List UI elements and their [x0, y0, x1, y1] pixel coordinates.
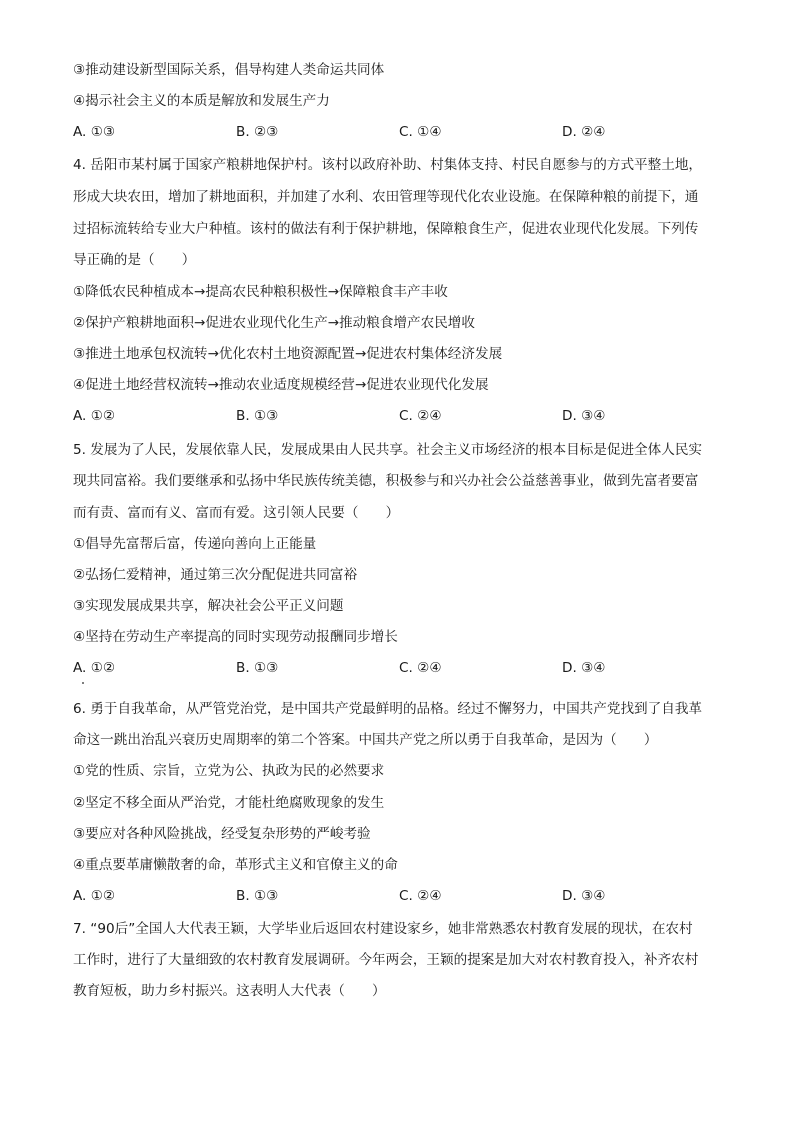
q5-stem-line-2: 现共同富裕。我们要继承和弘扬中华民族传统美德，积极参与和兴办社会公益慈善事业，做到先富者要富	[73, 473, 699, 489]
q6-choice-2: ②坚定不移全面从严治党，才能杜绝腐败现象的发生	[73, 795, 385, 811]
q6-choice-1: ①党的性质、宗旨，立党为公、执政为民的必然要求	[73, 763, 385, 779]
q6-stem-line-1: 6. 勇于自我革命，从严管党治党，是中国共产党最鲜明的品格。经过不懈努力，中国共产党找到了自我革	[73, 701, 703, 717]
q5-option-b: B. ①③	[236, 660, 279, 676]
q6-choice-3: ③要应对各种风险挑战，经受复杂形势的严峻考验	[73, 826, 371, 842]
q4-choice-1: ①降低农民种植成本→提高农民种粮积极性→保障粮食丰产丰收	[73, 284, 448, 300]
q6-option-b: B. ①③	[236, 888, 279, 904]
q3-option-d: D. ②④	[562, 124, 606, 140]
q4-choice-4: ④促进土地经营权流转→推动农业适度规模经营→促进农业现代化发展	[73, 377, 489, 393]
q5-choice-1: ①倡导先富帮后富，传递向善向上正能量	[73, 536, 317, 552]
q5-choice-3: ③实现发展成果共享，解决社会公平正义问题	[73, 598, 344, 614]
q3-option-a: A. ①③	[73, 124, 116, 140]
q4-choice-2: ②保护产粮耕地面积→促进农业现代化生产→推动粮食增产农民增收	[73, 315, 475, 331]
q7-stem-line-3: 教育短板，助力乡村振兴。这表明人大代表（ ）	[73, 983, 386, 999]
q3-option-c: C. ①④	[399, 124, 442, 140]
q6-option-c: C. ②④	[399, 888, 442, 904]
q6-choice-4: ④重点要革庸懒散奢的命，革形式主义和官僚主义的命	[73, 857, 398, 873]
q4-option-d: D. ③④	[562, 408, 606, 424]
q7-stem-line-1: 7. “90后”全国人大代表王颖，大学毕业后返回农村建设家乡，她非常熟悉农村教育发展的现状，在农村	[73, 921, 693, 937]
q5-option-c: C. ②④	[399, 660, 442, 676]
q4-choice-3: ③推进土地承包权流转→优化农村土地资源配置→促进农村集体经济发展	[73, 346, 503, 362]
q6-options	[73, 886, 723, 906]
q5-option-d: D. ③④	[562, 660, 606, 676]
q4-stem-line-4: 导正确的是（ ）	[73, 252, 196, 268]
q6-option-d: D. ③④	[562, 888, 606, 904]
q4-stem-line-2: 形成大块农田，增加了耕地面积，并加建了水利、农田管理等现代化农业设施。在保障种粮的前提下，通	[73, 189, 699, 205]
q5-stem-line-1: 5. 发展为了人民，发展依靠人民，发展成果由人民共享。社会主义市场经济的根本目标是促进全体人民实	[73, 442, 703, 458]
stray-mark	[82, 682, 84, 684]
q5-option-a: A. ①②	[73, 660, 116, 676]
q5-choice-2: ②弘扬仁爱精神，通过第三次分配促进共同富裕	[73, 567, 358, 583]
q4-option-a: A. ①②	[73, 408, 116, 424]
q5-stem-line-3: 而有责、富而有义、富而有爱。这引领人民要（ ）	[73, 505, 400, 521]
q3-options	[73, 122, 723, 142]
q4-stem-line-1: 4. 岳阳市某村属于国家产粮耕地保护村。该村以政府补助、村集体支持、村民自愿参与的方式平整土地，	[73, 157, 703, 173]
q4-stem-line-3: 过招标流转给专业大户种植。该村的做法有利于保护耕地，保障粮食生产，促进农业现代化发展。下列传	[73, 221, 699, 237]
q7-stem-line-2: 工作时，进行了大量细致的农村教育发展调研。今年两会，王颖的提案是加大对农村教育投入，补齐农村	[73, 952, 699, 968]
q5-choice-4: ④坚持在劳动生产率提高的同时实现劳动报酬同步增长	[73, 629, 398, 645]
q4-option-c: C. ②④	[399, 408, 442, 424]
q3-choice-3: ③推动建设新型国际关系，倡导构建人类命运共同体	[73, 62, 385, 78]
q4-option-b: B. ①③	[236, 408, 279, 424]
q6-option-a: A. ①②	[73, 888, 116, 904]
q6-stem-line-2: 命这一跳出治乱兴衰历史周期率的第二个答案。中国共产党之所以勇于自我革命，是因为（ ）	[73, 732, 658, 748]
q3-option-b: B. ②③	[236, 124, 279, 140]
q5-options	[73, 658, 723, 678]
q4-options	[73, 406, 723, 426]
q3-choice-4: ④揭示社会主义的本质是解放和发展生产力	[73, 93, 330, 109]
